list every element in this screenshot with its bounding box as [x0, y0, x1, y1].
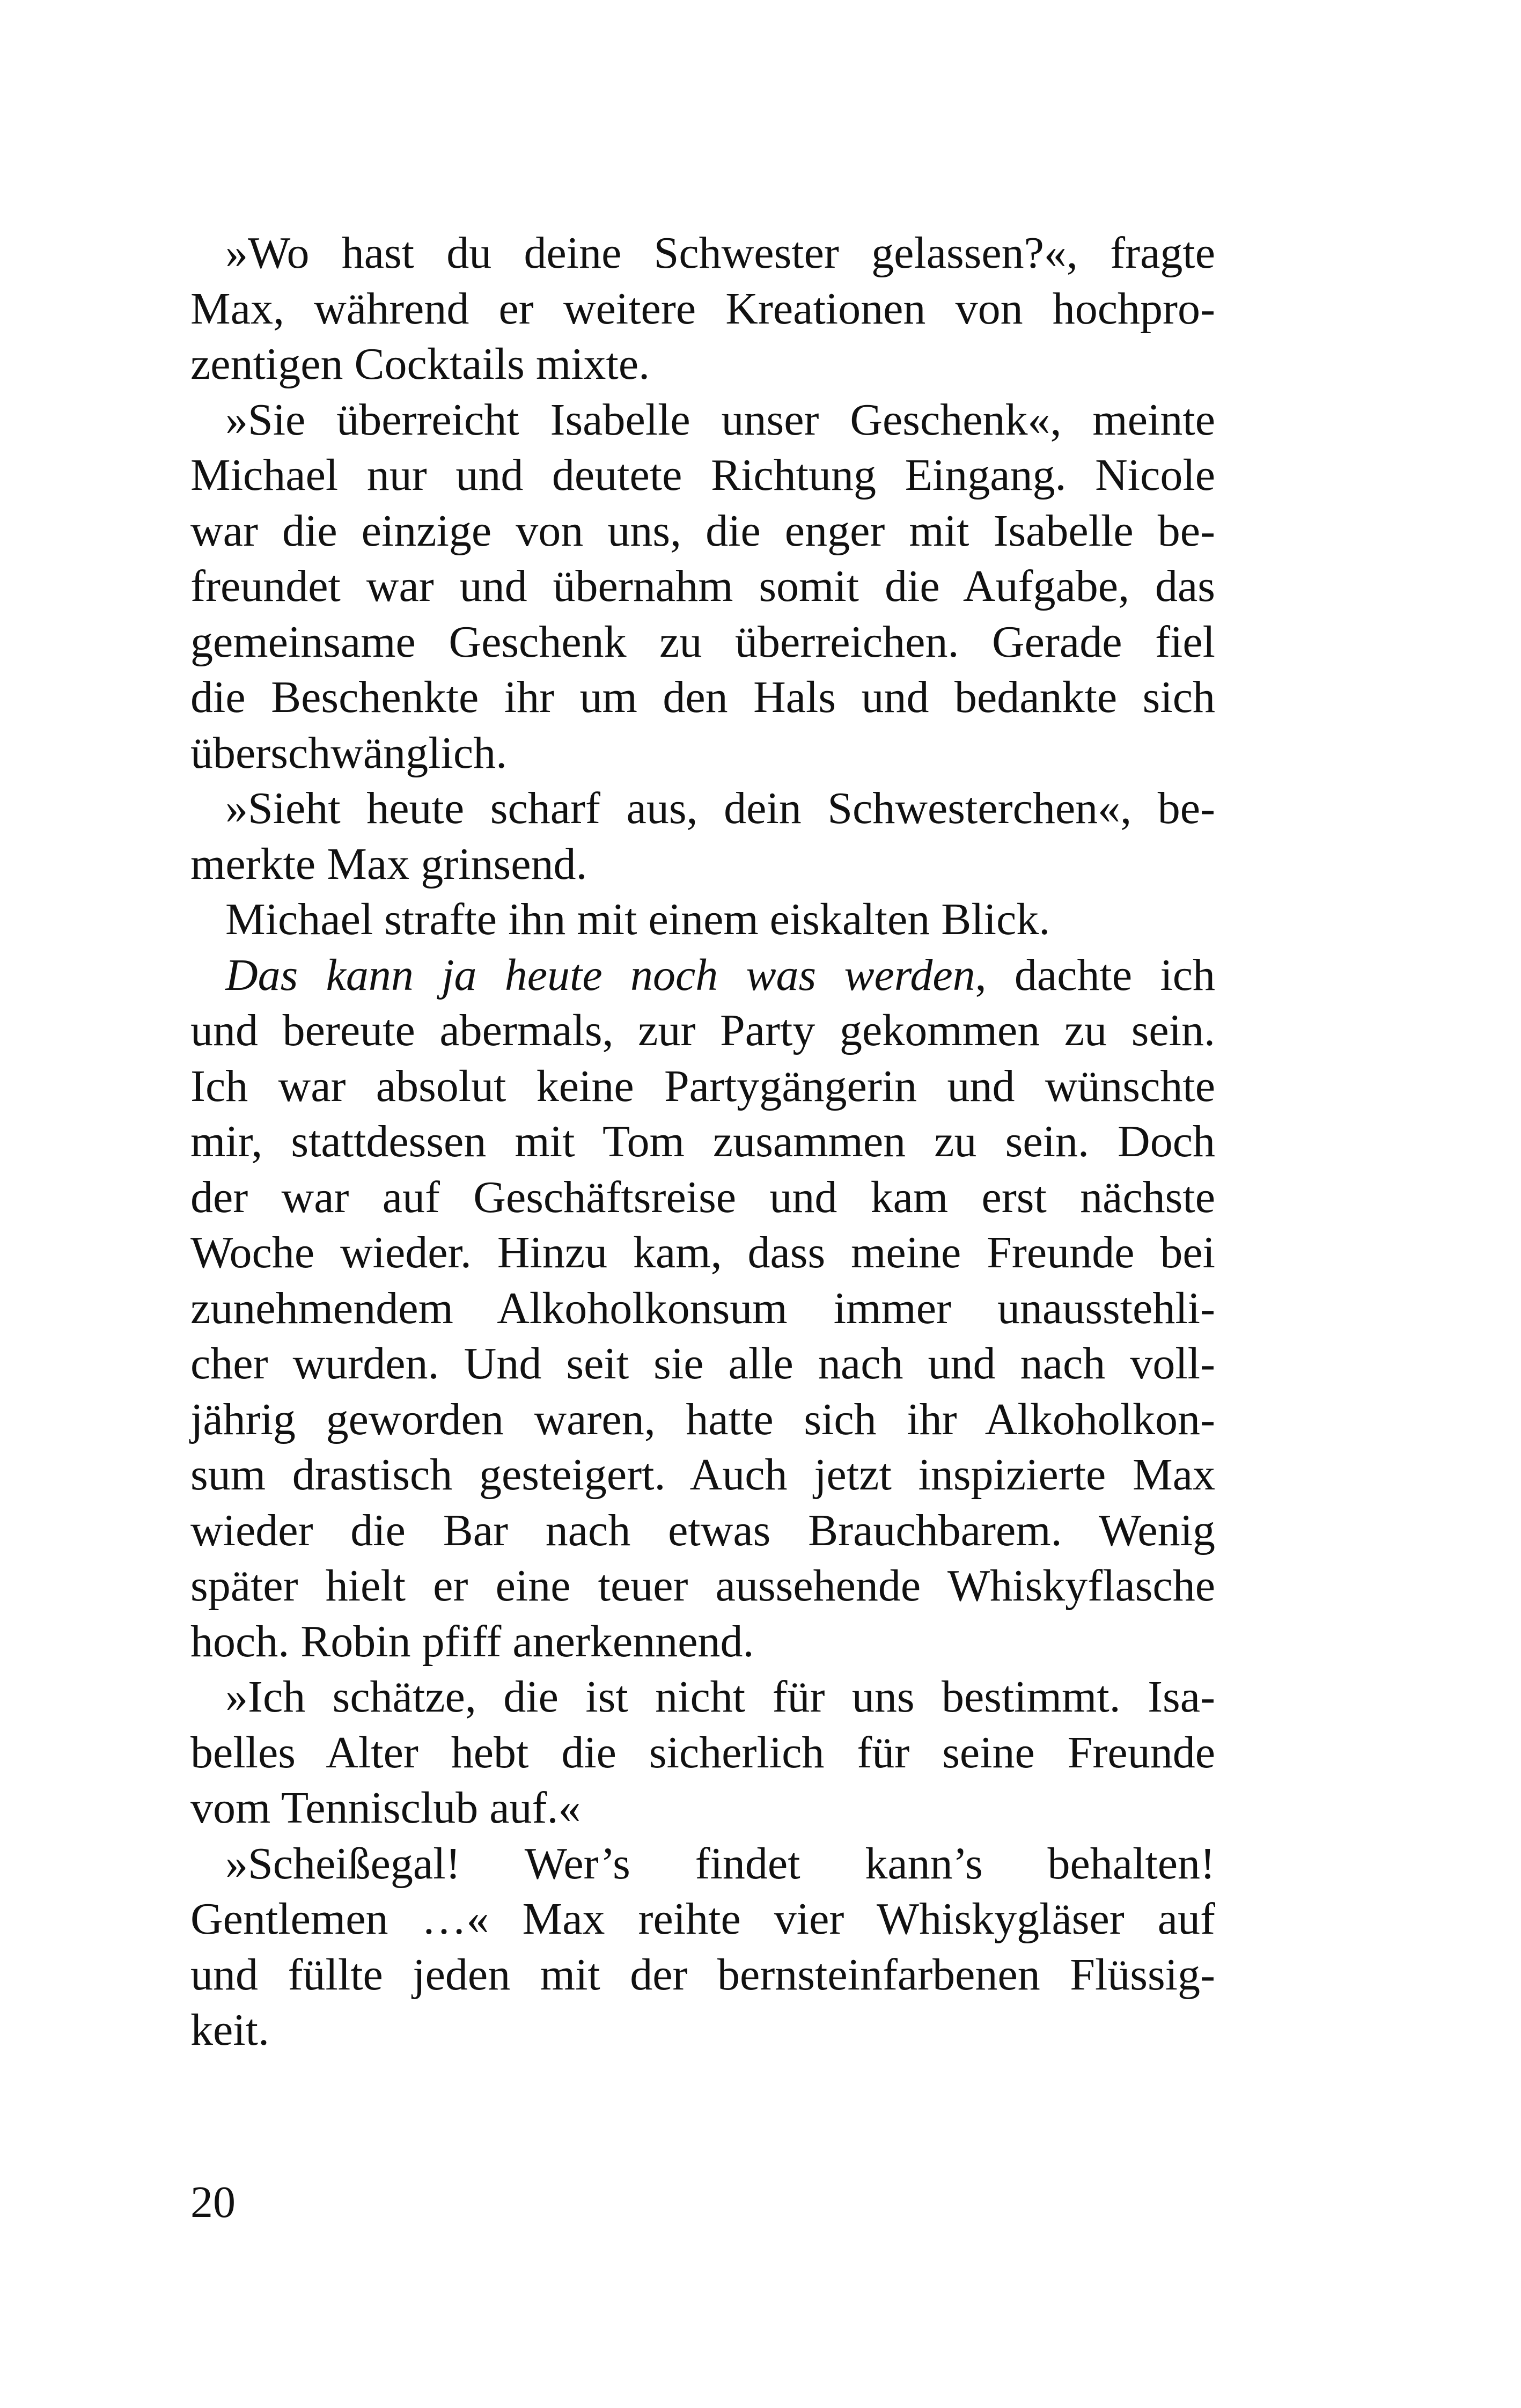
text-line: zentigen Cocktails mixte.	[190, 339, 650, 389]
text-line: jährig geworden waren, hatte sich ihr Alkoholkon-	[190, 1394, 1215, 1444]
text-line: merkte Max grinsend.	[190, 839, 587, 889]
text-line: Max, während er weitere Kreationen von hochpro-	[190, 283, 1215, 334]
text-line: »Ich schätze, die ist nicht für uns bestimmt. Isa-	[225, 1672, 1215, 1722]
text-line: hoch. Robin pfiff anerkennend.	[190, 1616, 754, 1666]
text-line: wieder die Bar nach etwas Brauchbarem. Wenig	[190, 1505, 1215, 1555]
text-line: Ich war absolut keine Partygängerin und wünschte	[190, 1061, 1215, 1111]
text-line: gemeinsame Geschenk zu überreichen. Gerade fiel	[190, 616, 1215, 667]
text-line: und bereute abermals, zur Party gekommen zu sein.	[190, 1005, 1215, 1055]
text-line: cher wurden. Und seit sie alle nach und nach voll-	[190, 1339, 1215, 1389]
text-line: sum drastisch gesteigert. Auch jetzt inspizierte Max	[190, 1450, 1215, 1500]
text-line: Michael nur und deutete Richtung Eingang. Nicole	[190, 450, 1215, 500]
text-line: »Wo hast du deine Schwester gelassen?«, fragte	[225, 228, 1215, 278]
text-line: und füllte jeden mit der bernsteinfarbenen Flüssig-	[190, 1949, 1215, 2000]
text-line: war die einzige von uns, die enger mit Isabelle be-	[190, 505, 1215, 556]
body-text	[190, 225, 1215, 2058]
page-number: 20	[190, 2177, 236, 2227]
text-line	[190, 948, 1215, 1003]
text-line: »Sieht heute scharf aus, dein Schwesterchen«, be-	[225, 783, 1215, 833]
text-line: Michael strafte ihn mit einem eiskalten Blick.	[225, 894, 1050, 944]
text-line: freundet war und übernahm somit die Aufgabe, das	[190, 561, 1215, 611]
text-line: keit.	[190, 2005, 269, 2055]
text-line: die Beschenkte ihr um den Hals und bedankte sich	[190, 672, 1215, 722]
text-line: mir, stattdessen mit Tom zusammen zu sein. Doch	[190, 1117, 1215, 1166]
text-line: überschwänglich.	[190, 728, 508, 778]
text-line: der war auf Geschäftsreise und kam erst nächste	[190, 1172, 1215, 1222]
text-line: »Sie überreicht Isabelle unser Geschenk«, meinte	[225, 394, 1215, 445]
text-line: belles Alter hebt die sicherlich für seine Freunde	[190, 1727, 1215, 1778]
text-line: Woche wieder. Hinzu kam, dass meine Freunde bei	[190, 1228, 1215, 1278]
text-line: »Scheißegal! Wer’s findet kann’s behalten!	[225, 1838, 1215, 1889]
text-line: vom Tennisclub auf.«	[190, 1783, 581, 1833]
italic-thought: Das kann ja heute noch was werden	[225, 950, 975, 1000]
text-line: später hielt er eine teuer aussehende Whiskyflasche	[190, 1561, 1215, 1611]
text-line: Gentlemen …« Max reihte vier Whiskygläser auf	[190, 1894, 1215, 1944]
text-line: zunehmendem Alkoholkonsum immer unausstehli-	[190, 1283, 1215, 1333]
text-line-tail: , dachte ich	[975, 950, 1215, 1000]
